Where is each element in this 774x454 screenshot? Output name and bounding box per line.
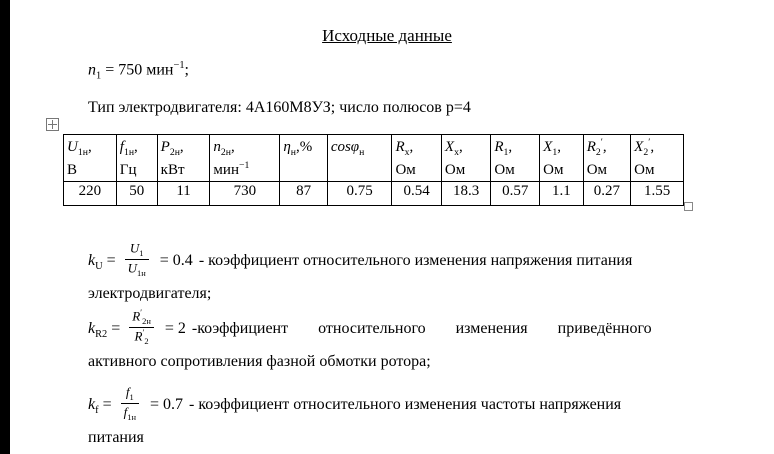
formula-description-line2: питания (88, 429, 144, 447)
speed-line (88, 58, 720, 84)
unit: Ом (395, 162, 416, 179)
fraction-denominator (129, 328, 154, 347)
post: , (602, 139, 607, 155)
table-resize-handle[interactable] (684, 202, 693, 211)
motor-type-line: Тип электродвигателя: 4А160М8УЗ; число полюсов p=4 (88, 99, 471, 116)
param-symbol (395, 136, 437, 159)
coef-sub: R2 (95, 329, 108, 340)
table-header-cell (540, 135, 584, 182)
param-symbol (587, 136, 627, 159)
fraction-numerator (125, 240, 149, 260)
table-value-cell: 220 (64, 182, 117, 206)
den-sub: 1н (127, 411, 136, 422)
param-unit (445, 159, 487, 180)
equals-sign: = (98, 395, 116, 413)
param-unit (587, 159, 627, 180)
fraction (125, 240, 149, 278)
sub: 1 (552, 147, 558, 158)
sub: 1 (503, 147, 509, 158)
unit: Ом (444, 162, 466, 179)
unit: Гц (119, 162, 137, 179)
sym: Р (160, 139, 170, 155)
coef-symbol: k (88, 251, 96, 269)
param-unit (120, 159, 154, 180)
unit: мин (213, 162, 239, 179)
sub: н (290, 147, 297, 158)
unit-sup: −1 (238, 160, 250, 172)
table-value-cell: 0.57 (491, 182, 540, 206)
table-header-cell (157, 135, 210, 182)
num-sym: U (129, 240, 140, 256)
table-value-cell: 87 (280, 182, 327, 206)
formula-kr2 (88, 307, 720, 374)
sym: U (67, 139, 78, 155)
num-prime: ′ (140, 307, 143, 317)
n-sub: 1 (96, 70, 102, 82)
sub: x (454, 147, 459, 158)
param-symbol (213, 136, 276, 159)
coef-sub: f (95, 405, 99, 416)
param-unit (494, 159, 536, 180)
prime: ′ (648, 137, 651, 148)
unit: Ом (634, 162, 655, 179)
table-header-cell (280, 135, 327, 182)
table-value-cell: 1.1 (540, 182, 584, 206)
sub: н (359, 147, 365, 158)
unit: Ом (586, 162, 608, 179)
num-sub: 2н (142, 315, 151, 326)
table-value-cell: 0.54 (392, 182, 441, 206)
table-value-cell: 0.75 (327, 182, 392, 206)
table-move-handle-icon[interactable] (46, 118, 59, 131)
den-sym: U (127, 259, 138, 275)
equals-sign: = (107, 319, 125, 337)
post: , (458, 139, 463, 155)
table-header-cell (210, 135, 280, 182)
result-value: = 2 (164, 319, 186, 337)
unit: В (67, 162, 78, 179)
param-symbol (543, 136, 580, 159)
fraction (121, 384, 139, 422)
param-unit (67, 159, 113, 180)
fraction-denominator (121, 404, 139, 423)
den-prime: ′ (142, 326, 145, 337)
sym: n (213, 139, 221, 155)
post: , (179, 139, 184, 155)
formula-description: - коэффициент относительного изменения напряжения питания (198, 251, 633, 269)
left-edge-bar (0, 0, 10, 454)
table-header-cell (327, 135, 392, 182)
sym: X (634, 139, 644, 155)
equation-ku (88, 240, 193, 278)
param-symbol (494, 136, 536, 159)
param-unit (634, 159, 680, 180)
formula-kf (88, 386, 720, 450)
fraction-numerator (129, 308, 154, 328)
post: , (87, 139, 92, 155)
table-value-cell: 0.27 (583, 182, 630, 206)
table-header-cell (392, 135, 441, 182)
sub: 1н (123, 147, 135, 158)
param-unit (161, 159, 207, 180)
post: , (508, 139, 513, 155)
sym: R (494, 139, 504, 155)
formula-description: - коэффициент относительного изменения частоты напряжения (189, 395, 622, 413)
sym: f (119, 139, 124, 155)
param-symbol (445, 136, 487, 159)
sym: X (444, 139, 455, 155)
param-symbol (67, 136, 113, 159)
param-symbol (161, 136, 207, 159)
table-header-row (64, 135, 684, 182)
param-unit (213, 159, 276, 180)
post: , (134, 139, 138, 155)
den-sym: f (123, 403, 128, 419)
sym: cosφ (330, 139, 360, 155)
unit: Ом (494, 162, 515, 179)
speed-end: ; (184, 61, 189, 79)
speed-exponent: −1 (173, 60, 185, 71)
param-symbol (331, 136, 389, 159)
post: , (231, 139, 235, 155)
table-header-cell (441, 135, 490, 182)
table-value-cell: 50 (116, 182, 157, 206)
sym: η (283, 139, 291, 155)
page-title: Исходные данные (322, 26, 452, 45)
unit: кВт (160, 162, 185, 179)
table-header-cell (491, 135, 540, 182)
equals-sign: = (102, 251, 120, 269)
sub: 2 (643, 147, 649, 158)
result-value: = 0.4 (159, 251, 193, 269)
sub: x (404, 147, 410, 158)
param-unit (543, 159, 580, 180)
table-value-cell: 730 (210, 182, 280, 206)
fraction-denominator (125, 260, 149, 279)
den-sym: R (134, 327, 143, 343)
param-symbol (634, 136, 680, 159)
move-handle-cross-v (52, 120, 53, 129)
equation-kf (88, 384, 183, 422)
parameters-table (63, 134, 684, 206)
table-value-cell: 1.55 (631, 182, 684, 206)
num-sym: f (125, 384, 130, 400)
sym: R (586, 139, 596, 155)
coef-symbol: k (88, 395, 96, 413)
param-symbol (283, 136, 323, 159)
table-header-cell (116, 135, 157, 182)
sym: R (395, 139, 405, 155)
coef-symbol: k (88, 319, 96, 337)
sub: 2н (169, 147, 180, 158)
fraction-numerator (121, 384, 139, 404)
equation-kr2 (88, 307, 186, 346)
fraction (129, 308, 154, 346)
sub: 2н (220, 147, 232, 158)
n-symbol: n (88, 61, 96, 79)
formula-description-line2: активного сопротивления фазной обмотки ротора; (88, 353, 431, 371)
num-sub: 1 (129, 391, 134, 402)
table-value-row (64, 182, 684, 206)
formula-ku (88, 242, 720, 306)
den-sub: 1н (137, 267, 146, 278)
table-header-cell (583, 135, 630, 182)
num-sub: 1 (139, 247, 144, 258)
unit: Ом (543, 162, 564, 179)
table-value-cell: 11 (157, 182, 210, 206)
formula-description-line2: электродвигателя; (88, 285, 212, 303)
post: ,% (296, 139, 313, 155)
coef-sub: U (95, 261, 103, 272)
num-sym: R (132, 308, 141, 324)
result-value: = 0.7 (149, 395, 183, 413)
table-value-cell: 18.3 (441, 182, 490, 206)
param-symbol (120, 136, 154, 159)
speed-value: = 750 мин (101, 61, 174, 79)
table-header-cell (631, 135, 684, 182)
param-unit (395, 159, 437, 180)
table-header-cell (64, 135, 117, 182)
den-sub: 2 (144, 335, 149, 346)
sub: 2 (595, 147, 601, 158)
post: , (557, 139, 561, 155)
post: , (409, 139, 414, 155)
sym: X (543, 139, 553, 155)
prime: ′ (600, 137, 603, 148)
formula-description: -коэффициент относительного изменения приведённого (191, 319, 652, 337)
sub: 1н (77, 147, 88, 158)
post: , (650, 139, 655, 155)
